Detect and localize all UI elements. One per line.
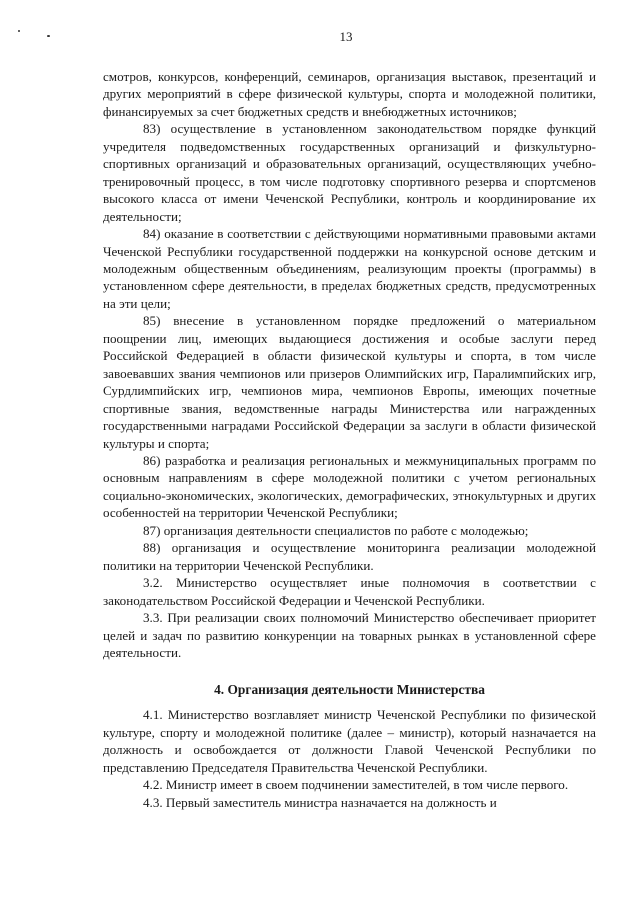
scan-speck bbox=[18, 30, 20, 32]
document-body bbox=[103, 68, 596, 811]
clause-3-3: 3.3. При реализации своих полномочий Министерство обеспечивает приоритет целей и задач по развитию конкуренции на товарных рынках в установленной сфере деятельности. bbox=[103, 610, 596, 660]
page-number: 13 bbox=[339, 29, 353, 44]
paragraph-continuation: смотров, конкурсов, конференций, семинаров, организация выставок, презентаций и других мероприятий в сфере физической культуры, спорта и молодежной политики, финансируемых за счет бюджетных средств и внебюджетных источников; bbox=[103, 69, 596, 119]
item-85: 85) внесение в установленном порядке предложений о материальном поощрении лиц, имеющих выдающиеся достижения и особые заслуги перед Российской Федерацией в области физической культуры и спорта, в том числе завоевавших звания чемпионов или призеров Олимпийских игр, Паралимпийских игр, Сурдлимпийских игр, чемпионов мира, чемпионов Европы, имеющих почетные спортивные звания, ведомственные награды Министерства или награжденных государственными наградами Российской Федерации за заслуги в области физической культуры и спорта; bbox=[103, 313, 596, 451]
clause-4-2: 4.2. Министр имеет в своем подчинении заместителей, в том числе первого. bbox=[143, 777, 569, 793]
item-83: 83) осуществление в установленном законодательством порядке функций учредителя подведомственных государственных организаций и физкультурно-спортивных организаций и образовательных организаций, осуществляющих учебно-тренировочный процесс, в том числе подготовку спортивного резерва и спортсменов высокого класса от имени Чеченской Республики, контроль и координирование их деятельности; bbox=[103, 121, 596, 224]
item-86: 86) разработка и реализация региональных и межмуниципальных программ по основным направлениям в сфере молодежной политики с учетом региональных социально-экономических, экологических, демографических, этнокультурных и других особенностей на территории Чеченской Республики; bbox=[103, 452, 596, 521]
clause-4-1: 4.1. Министерство возглавляет министр Чеченской Республики по физической культуре, спорту и молодежной политике (далее – министр), который назначается на должность и освобождается от должности Главой Чеченской Республики по представлению Председателя Правительства Чеченской Республики. bbox=[103, 707, 596, 775]
clause-4-3: 4.3. Первый заместитель министра назначается на должность и bbox=[143, 794, 497, 810]
clause-3-2: 3.2. Министерство осуществляет иные полномочия в соответствии с законодательством Российской Федерации и Чеченской Республики. bbox=[103, 575, 596, 608]
item-88: 88) организация и осуществление мониторинга реализации молодежной политики на территории Чеченской Республики. bbox=[103, 540, 596, 573]
item-84: 84) оказание в соответствии с действующими нормативными правовыми актами Чеченской Республики государственной поддержки на конкурсной основе детским и молодежным общественным объединениям, реализующим проекты (программы) в установленном сфере деятельности, в пределах бюджетных средств, предусмотренных на эти цели; bbox=[103, 226, 596, 311]
section-heading: 4. Организация деятельности Министерства bbox=[214, 682, 485, 698]
item-87: 87) организация деятельности специалистов по работе с молодежью; bbox=[143, 522, 529, 538]
